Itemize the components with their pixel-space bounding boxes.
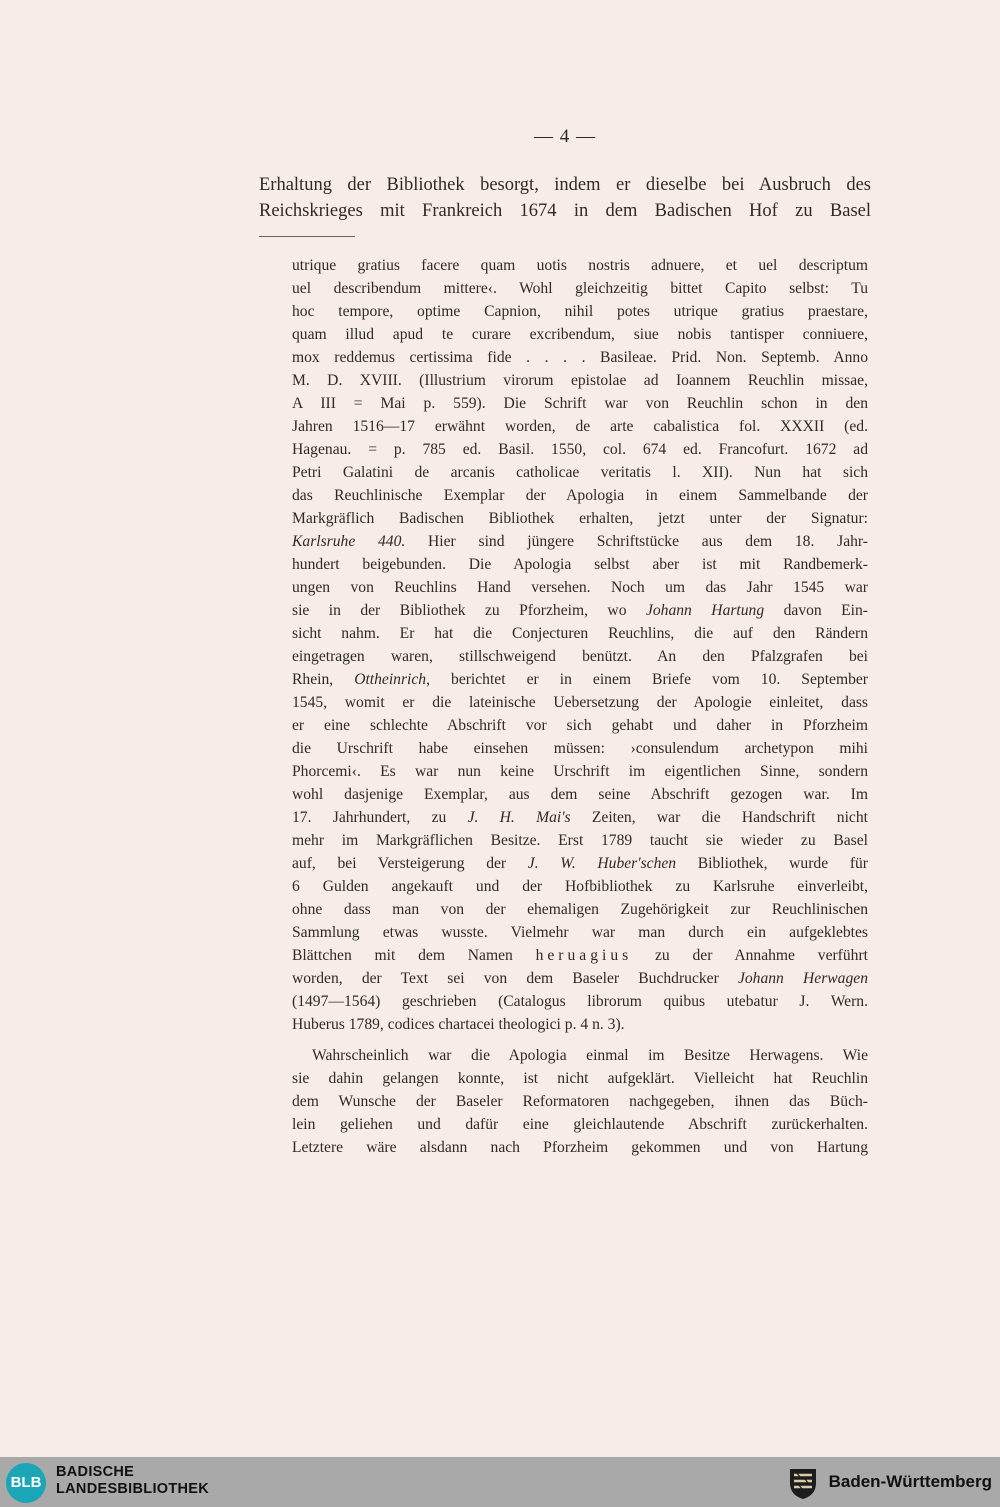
footnote-line: dem Wunsche der Baseler Reformatoren nachgegeben, ihnen das Büch- [292, 1093, 868, 1110]
footnote-line: Sammlung etwas wusste. Vielmehr war man durch ein aufgeklebtes [292, 924, 868, 941]
text-run: Blättchen mit dem Namen [292, 947, 536, 964]
footer-bar [0, 1457, 1000, 1507]
text-run: 17. Jahrhundert, zu [292, 809, 468, 826]
footnote-line: hoc tempore, optime Capnion, nihil potes utrique gratius praestare, [292, 303, 868, 320]
footnote-line: eingetragen waren, stillschweigend benützt. An den Pfalzgrafen bei [292, 648, 868, 665]
footnote-line: 6 Gulden angekauft und der Hofbibliothek zu Karlsruhe einverleibt, [292, 878, 868, 895]
text-run: berichtet er in einem Briefe vom 10. September [429, 671, 868, 688]
coat-of-arms-icon[interactable] [786, 1465, 820, 1501]
footnote-line: Markgräflich Badischen Bibliothek erhalten, jetzt unter der Signatur: [292, 510, 868, 527]
footnote-line: hundert beigebunden. Die Apologia selbst aber ist mit Randbemerk- [292, 556, 868, 573]
spaced-word: heruagius [535, 947, 633, 964]
footnote-line: (1497—1564) geschrieben (Catalogus librorum quibus utebatur J. Wern. [292, 993, 868, 1010]
main-line: Reichskrieges mit Frankreich 1674 in dem Badischen Hof zu Basel [259, 201, 871, 221]
footnote-line: ungen von Reuchlins Hand versehen. Noch um das Jahr 1545 war [292, 579, 868, 596]
italic-name: Johann Herwagen [737, 970, 868, 987]
footnote-line: sie dahin gelangen konnte, ist nicht aufgeklärt. Vielleicht hat Reuchlin [292, 1070, 868, 1087]
footnote-line: Petri Galatini de arcanis catholicae veritatis l. XII). Nun hat sich [292, 464, 868, 481]
footnote-line: 1545, womit er die lateinische Uebersetzung der Apologie einleitet, dass [292, 694, 868, 711]
library-name[interactable] [56, 1464, 209, 1498]
footnote-line: mehr im Markgräflichen Besitze. Erst 1789 taucht sie wieder zu Basel [292, 832, 868, 849]
footnote-line: utrique gratius facere quam uotis nostris adnuere, et uel descriptum [292, 257, 868, 274]
italic-name: Ottheinrich, [354, 671, 430, 688]
footnote [292, 254, 868, 1159]
text-run: davon Ein- [764, 602, 869, 619]
italic-name: J. W. Huber'schen [527, 855, 677, 872]
footnote-line: wohl dasjenige Exemplar, aus dem seine Abschrift gezogen war. Im [292, 786, 868, 803]
italic-name: Johann Hartung [645, 602, 765, 619]
main-line: Erhaltung der Bibliothek besorgt, indem er dieselbe bei Ausbruch des [259, 175, 871, 195]
footnote-rule [259, 236, 355, 237]
text-run: Zeiten, war die Handschrift nicht [570, 809, 868, 826]
footnote-line: sicht nahm. Er hat die Conjecturen Reuchlins, die auf den Rändern [292, 625, 868, 642]
footnote-line [292, 530, 868, 553]
footnote-line [292, 944, 868, 967]
text-run: worden, der Text sei von dem Baseler Buchdrucker [292, 970, 738, 987]
italic-citation: Karlsruhe 440. [292, 533, 406, 550]
footnote-line: ohne dass man von der ehemaligen Zugehörigkeit zur Reuchlinischen [292, 901, 868, 918]
footnote-paragraph [292, 1044, 868, 1159]
italic-name: J. H. Mai's [467, 809, 571, 826]
text-run: sie in der Bibliothek zu Pforzheim, wo [292, 602, 646, 619]
text-run: zu der Annahme verführt [632, 947, 868, 964]
footnote-line: A III = Mai p. 559). Die Schrift war von Reuchlin schon in den [292, 395, 868, 412]
state-name[interactable]: Baden-Württemberg [828, 1472, 992, 1491]
footnote-line [292, 599, 868, 622]
text-run: auf, bei Versteigerung der [292, 855, 528, 872]
footnote-line: quam illud apud te curare excribendum, siue nobis tantisper conniuere, [292, 326, 868, 343]
footnote-line: die Urschrift habe einsehen müssen: ›consulendum archetypon mihi [292, 740, 868, 757]
blb-logo[interactable]: BLB [6, 1463, 46, 1503]
text-run: Bibliothek, wurde für [676, 855, 868, 872]
footnote-line: uel describendum mittere‹. Wohl gleichzeitig bittet Capito selbst: Tu [292, 280, 868, 297]
footnote-line: Jahren 1516—17 erwähnt worden, de arte cabalistica fol. XXXII (ed. [292, 418, 868, 435]
footnote-line: mox reddemus certissima fide . . . . Basileae. Prid. Non. Septemb. Anno [292, 349, 868, 366]
footnote-line [292, 668, 868, 691]
text-run: Hier sind jüngere Schriftstücke aus dem 18. Jahr- [405, 533, 868, 550]
library-name-line1: BADISCHE [56, 1464, 135, 1480]
footnote-line [292, 967, 868, 990]
main-text [259, 172, 871, 224]
footnote-line: Huberus 1789, codices chartacei theologici p. 4 n. 3). [292, 1016, 625, 1033]
footnote-line: er eine schlechte Abschrift vor sich gehabt und daher in Pforzheim [292, 717, 868, 734]
footnote-line [292, 852, 868, 875]
page-number: — 4 — [534, 126, 596, 147]
footnote-line: Hagenau. = p. 785 ed. Basil. 1550, col. 674 ed. Francofurt. 1672 ad [292, 441, 868, 458]
library-name-line2: LANDESBIBLIOTHEK [56, 1481, 210, 1497]
text-run: Rhein, [292, 671, 355, 688]
footnote-line: Phorcemi‹. Es war nun keine Urschrift im eigentlichen Sinne, sondern [292, 763, 868, 780]
footnote-line: das Reuchlinische Exemplar der Apologia in einem Sammelbande der [292, 487, 868, 504]
footnote-line: Wahrscheinlich war die Apologia einmal im Besitze Herwagens. Wie [312, 1047, 868, 1064]
footnote-line [292, 806, 868, 829]
footnote-line: M. D. XVIII. (Illustrium virorum epistolae ad Ioannem Reuchlin missae, [292, 372, 868, 389]
footnote-line: Letztere wäre alsdann nach Pforzheim gekommen und von Hartung [292, 1139, 868, 1156]
footnote-line: lein geliehen und dafür eine gleichlautende Abschrift zurückerhalten. [292, 1116, 868, 1133]
